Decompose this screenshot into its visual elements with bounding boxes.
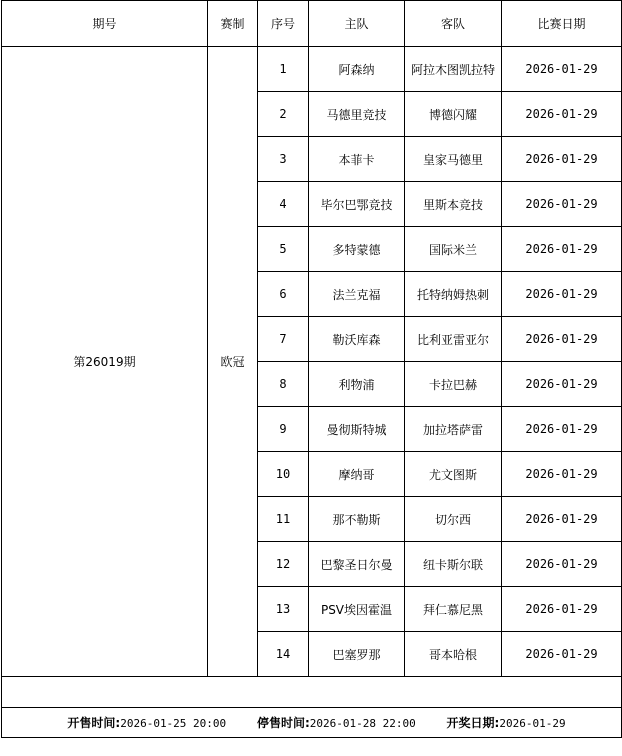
index-cell: 1 bbox=[258, 47, 309, 92]
date-cell: 2026-01-29 bbox=[502, 542, 622, 587]
sale-start bbox=[67, 714, 226, 731]
header-period: 期号 bbox=[2, 1, 208, 47]
index-cell: 3 bbox=[258, 137, 309, 182]
index-cell: 4 bbox=[258, 182, 309, 227]
away-team-cell: 尤文图斯 bbox=[405, 452, 502, 497]
home-team-cell: 巴黎圣日尔曼 bbox=[309, 542, 405, 587]
away-team-cell: 里斯本竞技 bbox=[405, 182, 502, 227]
away-team-cell: 皇家马德里 bbox=[405, 137, 502, 182]
index-cell: 14 bbox=[258, 632, 309, 677]
home-team-cell: 利物浦 bbox=[309, 362, 405, 407]
home-team-cell: PSV埃因霍温 bbox=[309, 587, 405, 632]
index-cell: 9 bbox=[258, 407, 309, 452]
home-team-cell: 多特蒙德 bbox=[309, 227, 405, 272]
table-row bbox=[2, 47, 622, 92]
footer-cell bbox=[2, 708, 622, 738]
away-team-cell: 比利亚雷亚尔 bbox=[405, 317, 502, 362]
away-team-cell: 哥本哈根 bbox=[405, 632, 502, 677]
date-cell: 2026-01-29 bbox=[502, 362, 622, 407]
home-team-cell: 勒沃库森 bbox=[309, 317, 405, 362]
date-cell: 2026-01-29 bbox=[502, 452, 622, 497]
away-team-cell: 切尔西 bbox=[405, 497, 502, 542]
date-cell: 2026-01-29 bbox=[502, 227, 622, 272]
footer-row bbox=[2, 708, 622, 738]
away-team-cell: 国际米兰 bbox=[405, 227, 502, 272]
away-team-cell: 卡拉巴赫 bbox=[405, 362, 502, 407]
away-team-cell: 托特纳姆热刺 bbox=[405, 272, 502, 317]
home-team-cell: 阿森纳 bbox=[309, 47, 405, 92]
date-cell: 2026-01-29 bbox=[502, 92, 622, 137]
index-cell: 8 bbox=[258, 362, 309, 407]
date-cell: 2026-01-29 bbox=[502, 182, 622, 227]
date-cell: 2026-01-29 bbox=[502, 272, 622, 317]
blank-row bbox=[2, 677, 622, 708]
away-team-cell: 加拉塔萨雷 bbox=[405, 407, 502, 452]
home-team-cell: 摩纳哥 bbox=[309, 452, 405, 497]
date-cell: 2026-01-29 bbox=[502, 137, 622, 182]
sale-start-value: 2026-01-25 20:00 bbox=[120, 717, 227, 730]
index-cell: 5 bbox=[258, 227, 309, 272]
blank-cell bbox=[2, 677, 622, 708]
match-table bbox=[1, 0, 622, 738]
home-team-cell: 毕尔巴鄂竞技 bbox=[309, 182, 405, 227]
draw-date bbox=[447, 714, 566, 731]
draw-date-label: 开奖日期: bbox=[446, 716, 500, 730]
away-team-cell: 拜仁慕尼黑 bbox=[405, 587, 502, 632]
index-cell: 10 bbox=[258, 452, 309, 497]
header-format: 赛制 bbox=[208, 1, 258, 47]
index-cell: 11 bbox=[258, 497, 309, 542]
header-row bbox=[2, 1, 622, 47]
home-team-cell: 本菲卡 bbox=[309, 137, 405, 182]
home-team-cell: 马德里竞技 bbox=[309, 92, 405, 137]
away-team-cell: 博德闪耀 bbox=[405, 92, 502, 137]
home-team-cell: 法兰克福 bbox=[309, 272, 405, 317]
index-cell: 12 bbox=[258, 542, 309, 587]
draw-date-value: 2026-01-29 bbox=[499, 717, 566, 730]
header-home: 主队 bbox=[309, 1, 405, 47]
header-away: 客队 bbox=[405, 1, 502, 47]
home-team-cell: 曼彻斯特城 bbox=[309, 407, 405, 452]
date-cell: 2026-01-29 bbox=[502, 47, 622, 92]
home-team-cell: 那不勒斯 bbox=[309, 497, 405, 542]
index-cell: 2 bbox=[258, 92, 309, 137]
date-cell: 2026-01-29 bbox=[502, 587, 622, 632]
away-team-cell: 纽卡斯尔联 bbox=[405, 542, 502, 587]
index-cell: 13 bbox=[258, 587, 309, 632]
date-cell: 2026-01-29 bbox=[502, 497, 622, 542]
sale-stop bbox=[257, 714, 416, 731]
footer-info bbox=[2, 714, 621, 731]
index-cell: 6 bbox=[258, 272, 309, 317]
period-cell: 第26019期 bbox=[2, 47, 208, 677]
home-team-cell: 巴塞罗那 bbox=[309, 632, 405, 677]
index-cell: 7 bbox=[258, 317, 309, 362]
sale-start-label: 开售时间: bbox=[67, 716, 121, 730]
date-cell: 2026-01-29 bbox=[502, 407, 622, 452]
sale-stop-value: 2026-01-28 22:00 bbox=[309, 717, 416, 730]
away-team-cell: 阿拉木图凯拉特 bbox=[405, 47, 502, 92]
header-index: 序号 bbox=[258, 1, 309, 47]
date-cell: 2026-01-29 bbox=[502, 317, 622, 362]
date-cell: 2026-01-29 bbox=[502, 632, 622, 677]
header-date: 比赛日期 bbox=[502, 1, 622, 47]
sale-stop-label: 停售时间: bbox=[256, 716, 310, 730]
format-cell: 欧冠 bbox=[208, 47, 258, 677]
